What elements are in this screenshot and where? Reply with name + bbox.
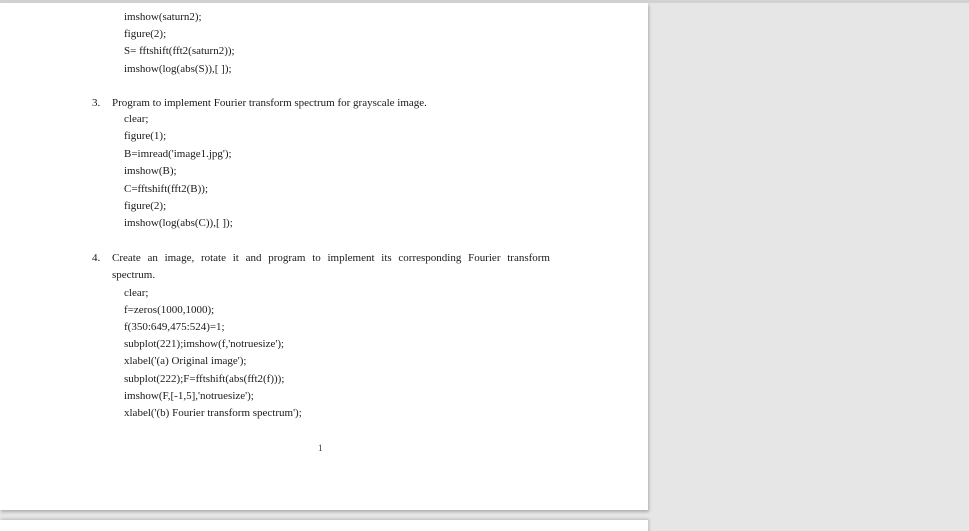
code-line: xlabel('(a) Original image');	[124, 355, 247, 367]
code-line: clear;	[124, 287, 149, 299]
code-line: figure(1);	[124, 130, 167, 142]
code-line: B=imread('image1.jpg');	[124, 148, 232, 160]
code-line: C=fftshift(fft2(B));	[124, 183, 209, 195]
item4-heading-line1: Create an image, rotate it and program to implement its corresponding Fourier transform	[112, 252, 550, 264]
list-number-4: 4.	[92, 252, 101, 264]
page-number: 1	[318, 443, 323, 453]
next-page-edge[interactable]	[0, 520, 648, 531]
code-line: f(350:649,475:524)=1;	[124, 321, 225, 333]
code-line: subplot(221);imshow(f,'notruesize');	[124, 338, 285, 350]
code-line: xlabel('(b) Fourier transform spectrum');	[124, 407, 302, 419]
code-line: imshow(F,[-1,5],'notruesize');	[124, 390, 254, 402]
document-page[interactable]	[0, 3, 648, 510]
item3-heading: Program to implement Fourier transform spectrum for grayscale image.	[112, 97, 427, 109]
code-line: imshow(saturn2);	[124, 11, 202, 23]
code-line: figure(2);	[124, 28, 167, 40]
code-line: imshow(log(abs(S)),[ ]);	[124, 63, 232, 75]
code-line: clear;	[124, 113, 149, 125]
code-line: S= fftshift(fft2(saturn2));	[124, 45, 235, 57]
code-line: imshow(B);	[124, 165, 177, 177]
code-line: subplot(222);F=fftshift(abs(fft2(f)));	[124, 373, 285, 385]
list-number-3: 3.	[92, 97, 101, 109]
code-line: figure(2);	[124, 200, 167, 212]
item4-heading-line2: spectrum.	[112, 269, 156, 281]
code-line: f=zeros(1000,1000);	[124, 304, 215, 316]
code-line: imshow(log(abs(C)),[ ]);	[124, 217, 233, 229]
